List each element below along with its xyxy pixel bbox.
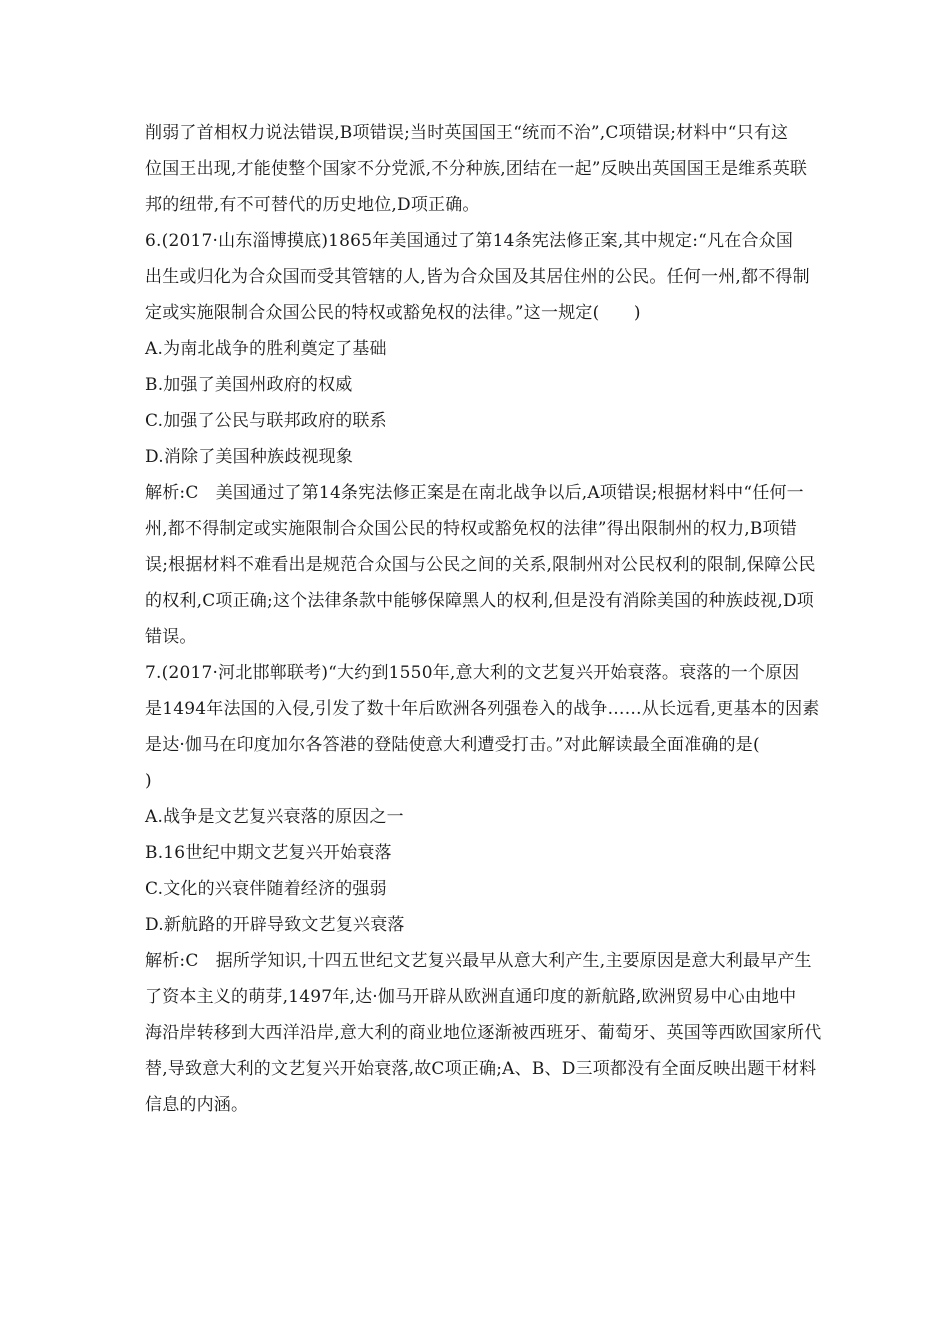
analysis-line: 的权利,C项正确;这个法律条款中能够保障黑人的权利,但是没有消除美国的种族歧视,D项 [145, 591, 814, 611]
option-b: B.加强了美国州政府的权威 [145, 375, 353, 395]
option-c: C.文化的兴衰伴随着经济的强弱 [145, 879, 387, 899]
option-d: D.新航路的开辟导致文艺复兴衰落 [145, 915, 405, 935]
option-a: A.为南北战争的胜利奠定了基础 [145, 339, 387, 359]
question-stem-line: 是达·伽马在印度加尔各答港的登陆使意大利遭受打击。”对此解读最全面准确的是( [145, 735, 760, 755]
text-line: 邦的纽带,有不可替代的历史地位,D项正确。 [145, 195, 480, 215]
question-stem-line: 6.(2017·山东淄博摸底)1865年美国通过了第14条宪法修正案,其中规定:“凡在合众国 [145, 231, 794, 251]
analysis-line: 误;根据材料不难看出是规范合众国与公民之间的关系,限制州对公民权利的限制,保障公民 [145, 555, 816, 575]
option-b: B.16世纪中期文艺复兴开始衰落 [145, 843, 392, 863]
analysis-line: 替,导致意大利的文艺复兴开始衰落,故C项正确;A、B、D三项都没有全面反映出题干材料 [145, 1059, 817, 1079]
option-d: D.消除了美国种族歧视现象 [145, 447, 354, 467]
question-7 [145, 655, 822, 1123]
text-line: 削弱了首相权力说法错误,B项错误;当时英国国王“统而不治”,C项错误;材料中“只有这 [145, 123, 789, 143]
option-a: A.战争是文艺复兴衰落的原因之一 [145, 807, 404, 827]
question-stem-line: 出生或归化为合众国而受其管辖的人,皆为合众国及其居住州的公民。任何一州,都不得制 [145, 267, 810, 287]
question-stem-line: ) [145, 771, 152, 791]
analysis-line: 了资本主义的萌芽,1497年,达·伽马开辟从欧洲直通印度的新航路,欧洲贸易中心由地中 [145, 987, 797, 1007]
option-c: C.加强了公民与联邦政府的联系 [145, 411, 387, 431]
analysis-line: 州,都不得制定或实施限制合众国公民的特权或豁免权的法律”得出限制州的权力,B项错 [145, 519, 797, 539]
analysis-line: 解析:C 美国通过了第14条宪法修正案是在南北战争以后,A项错误;根据材料中“任何一 [145, 483, 804, 503]
question-stem-line: 是1494年法国的入侵,引发了数十年后欧洲各列强卷入的战争……从长远看,更基本的因素 [145, 699, 820, 719]
question-stem-line: 7.(2017·河北邯郸联考)“大约到1550年,意大利的文艺复兴开始衰落。衰落的一个原因 [145, 663, 800, 683]
analysis-line: 错误。 [145, 627, 197, 647]
analysis-line: 解析:C 据所学知识,十四五世纪文艺复兴最早从意大利产生,主要原因是意大利最早产生 [145, 951, 812, 971]
analysis-line: 海沿岸转移到大西洋沿岸,意大利的商业地位逐渐被西班牙、葡萄牙、英国等西欧国家所代 [145, 1023, 822, 1043]
document-page [145, 115, 822, 1123]
analysis-line: 信息的内涵。 [145, 1095, 249, 1115]
text-line: 位国王出现,才能使整个国家不分党派,不分种族,团结在一起”反映出英国国王是维系英联 [145, 159, 808, 179]
question-stem-line: 定或实施限制合众国公民的特权或豁免权的法律。”这一规定( ) [145, 303, 641, 323]
question-6 [145, 223, 816, 655]
previous-analysis-continuation [145, 115, 807, 223]
